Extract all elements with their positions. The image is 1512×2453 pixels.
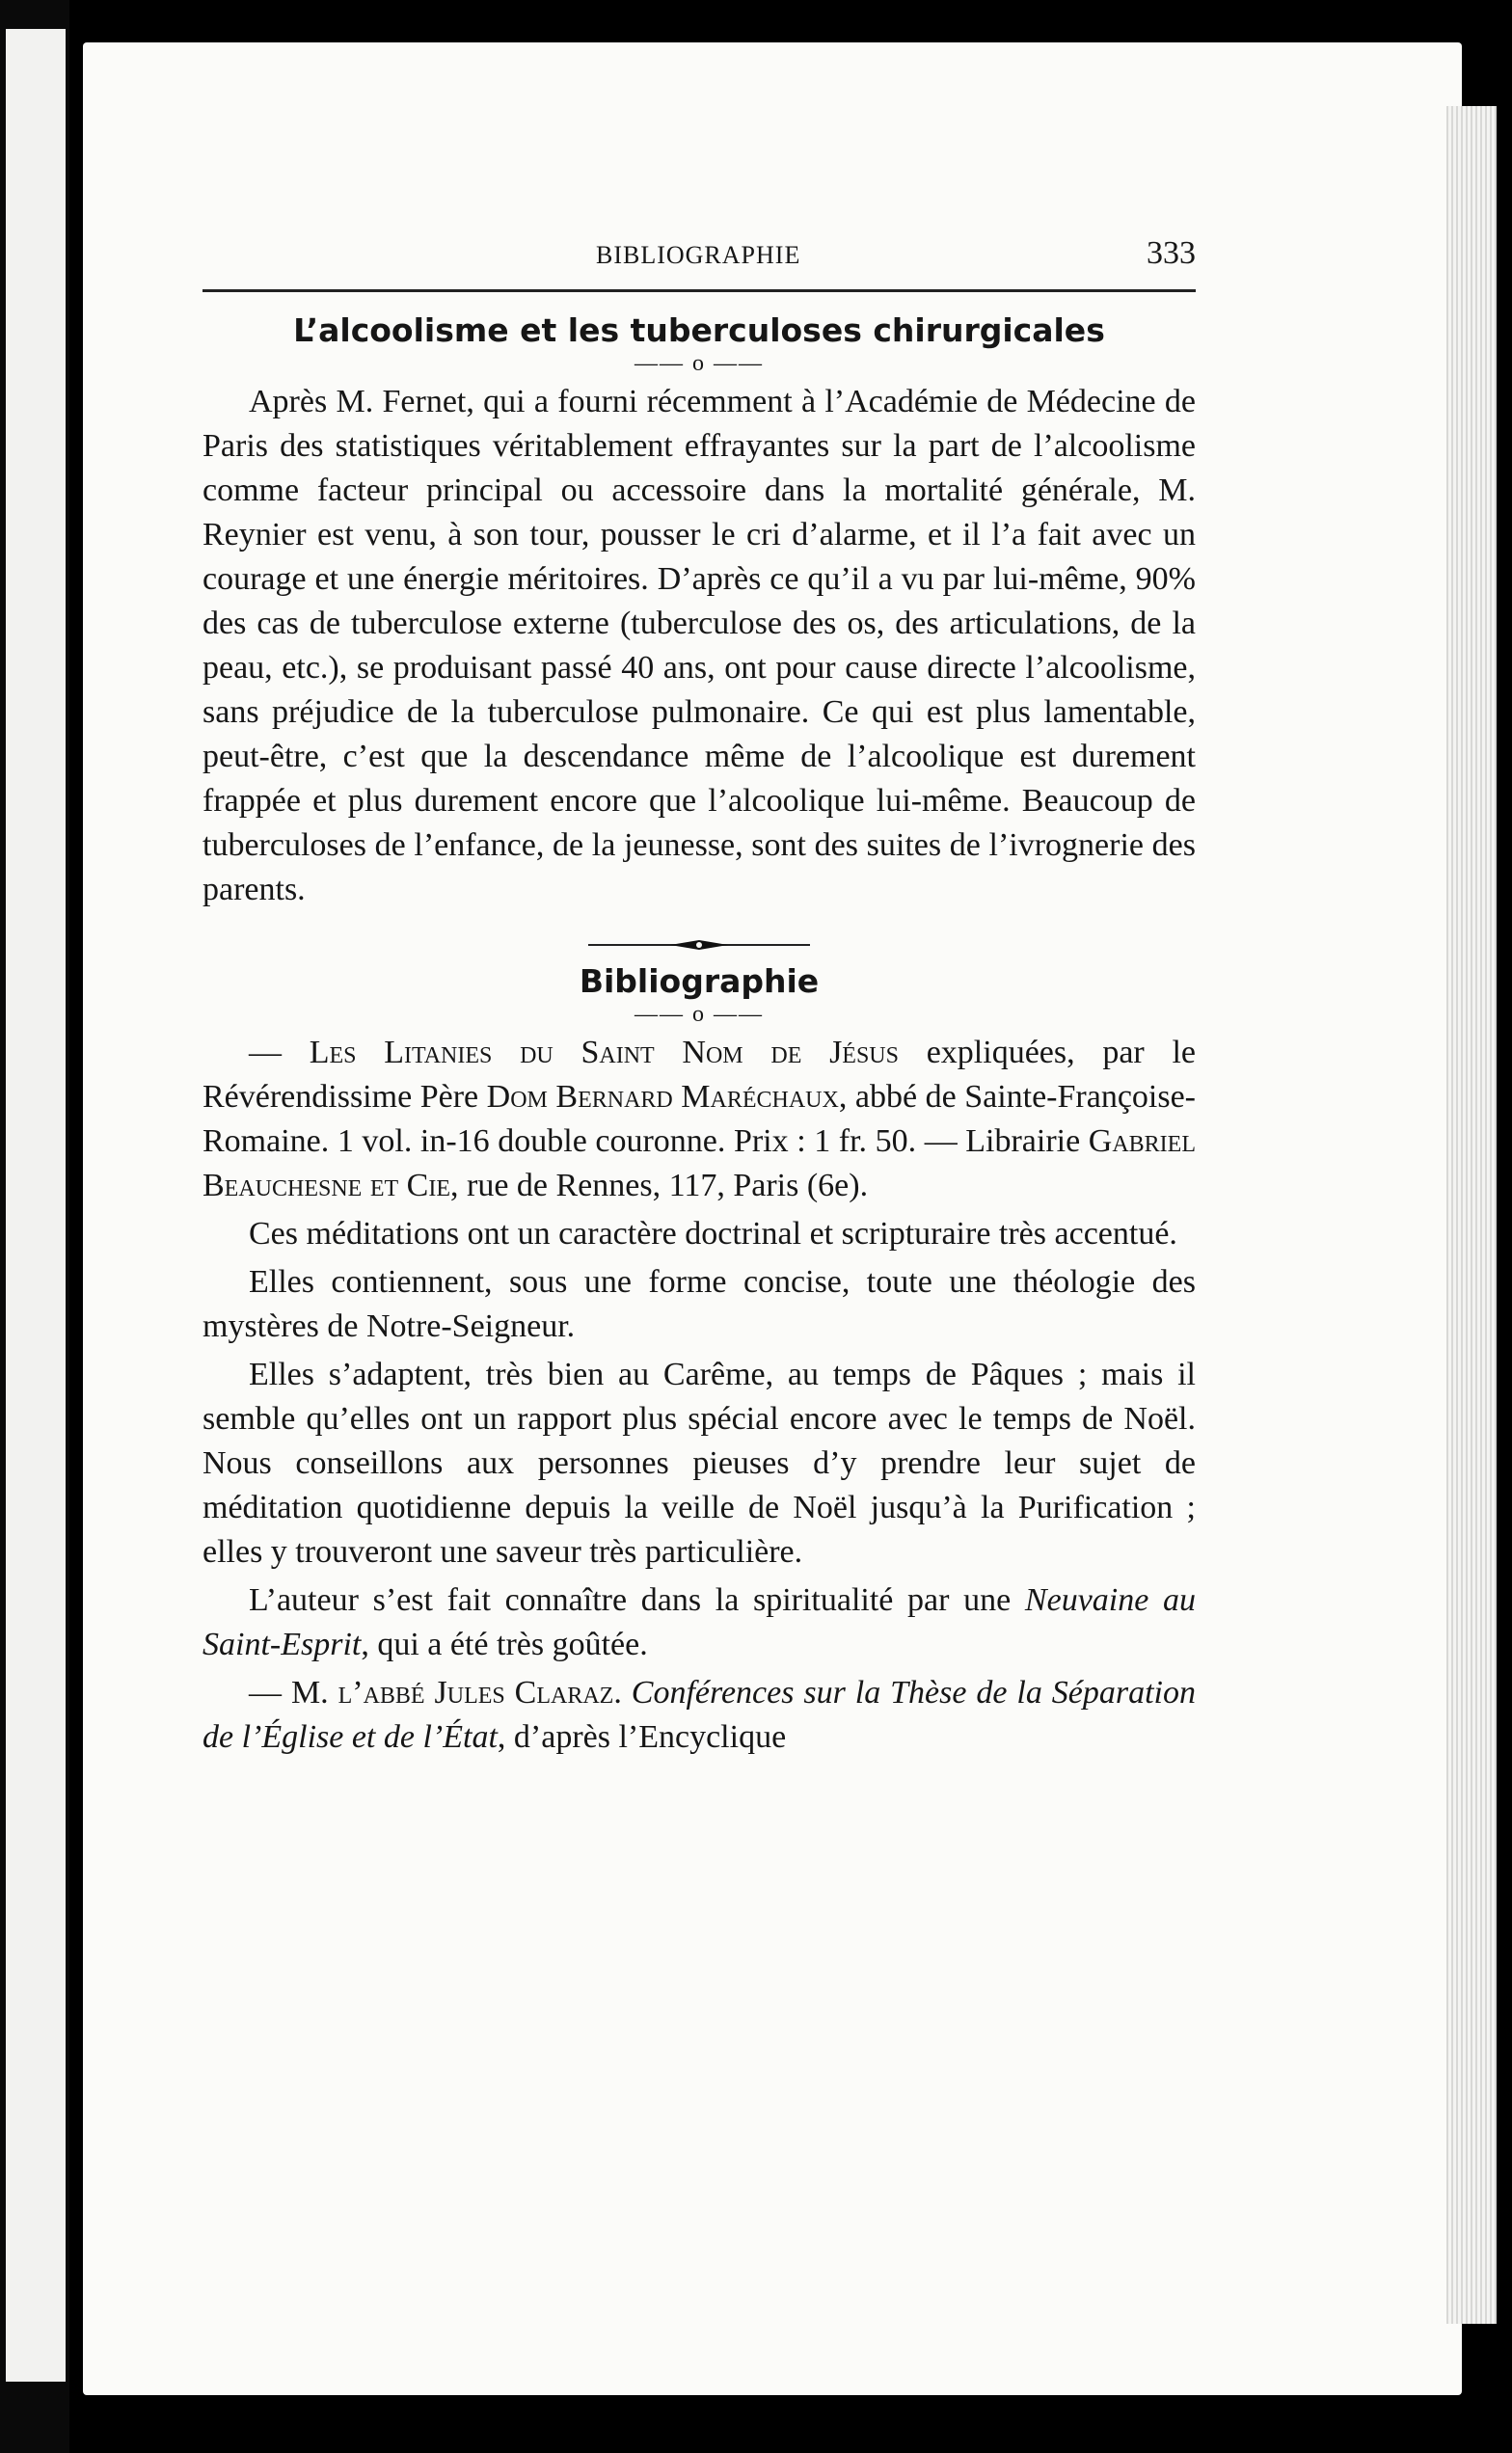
page-stack-edges: [1446, 106, 1497, 2324]
review-paragraph: [202, 1578, 1196, 1667]
page-number: 333: [1147, 235, 1196, 271]
separator: —— o ——: [634, 351, 764, 376]
article-paragraph: Après M. Fernet, qui a fourni récemment à l’Académie de Médecine de Paris des statistiques véritablement effrayantes sur la part de l’alcoolisme comme facteur principal ou accessoire dans la mortalité générale, M. Reynier est venu, à son tour, pousser le cri d’alarme, et il l’a fait avec un courage et une énergie méritoires. D’après ce qu’il a vu par lui-même, 90% des cas de tuberculose externe (tuberculose des os, des articulations, de la peau, etc.), se produisant passé 40 ans, ont pour cause directe l’alcoolisme, sans préjudice de la tuberculose pulmonaire. Ce qui est plus lamentable, peut-être, c’est que la descendance même de l’alcoolique est durement frappée et plus durement encore que l’alcoolique lui-même. Beaucoup de tuberculoses de l’enfance, de la jeunesse, sont des suites de l’ivrognerie des parents.: [202, 384, 1196, 907]
entry-text: , rue de Rennes, 117, Paris (6e).: [450, 1168, 869, 1203]
paragraph-text: , qui a été très goûtée.: [361, 1627, 648, 1662]
running-header: [202, 231, 1196, 292]
bibliography-entry: [202, 1031, 1196, 1208]
facing-page-edge: [6, 29, 66, 2382]
ornament-icon: [588, 937, 810, 953]
bibliography-heading: Bibliographie: [579, 962, 820, 1000]
bibliography-entry: [202, 1671, 1196, 1760]
author-name: Dom Bernard Maréchaux: [486, 1079, 839, 1115]
publisher-name: Gabriel Beauchesne et Cie: [202, 1123, 1196, 1203]
paragraph-text: L’auteur s’est fait connaître dans la spiritualité par une: [249, 1582, 1025, 1618]
running-title: BIBLIOGRAPHIE: [596, 241, 801, 269]
book-title: Les Litanies du Saint Nom de Jésus: [309, 1035, 899, 1070]
author-name: M. l’abbé Jules Claraz.: [290, 1675, 622, 1711]
review-paragraph: Ces méditations ont un caractère doctrinal et scripturaire très accentué.: [249, 1216, 1177, 1252]
entry-dash: —: [249, 1035, 310, 1070]
book-title: Conférences sur la Thèse de la Séparation de l’Église et de l’État: [202, 1675, 1197, 1755]
review-paragraph: Elles s’adaptent, très bien au Carême, au temps de Pâques ; mais il semble qu’elles ont un rapport plus spécial encore avec le temps de Noël. Nous conseillons aux personnes pieuses d’y prendre leur sujet de méditation quotidienne depuis la veille de Noël jusqu’à la Purification ; elles y trouveront une saveur très particulière.: [202, 1357, 1196, 1570]
entry-text: expliquées, par le Révérendissime Père: [202, 1035, 1196, 1115]
page-content: [202, 231, 1196, 1760]
separator: —— o ——: [634, 1002, 764, 1027]
ornament-divider: [202, 937, 1196, 953]
cited-work: Neuvaine au Saint-Esprit: [202, 1582, 1196, 1662]
entry-dash: —: [249, 1675, 291, 1711]
article-title: L’alcoolisme et les tuberculoses chirurgicales: [293, 311, 1105, 349]
entry-text: , d’après l’Encyclique: [497, 1719, 787, 1755]
review-paragraph: Elles contiennent, sous une forme concise, toute une théologie des mystères de Notre-Seigneur.: [202, 1264, 1196, 1344]
entry-text: , abbé de Sainte-Françoise-Romaine. 1 vol. in-16 double couronne. Prix : 1 fr. 50. — Librairie: [202, 1079, 1196, 1159]
